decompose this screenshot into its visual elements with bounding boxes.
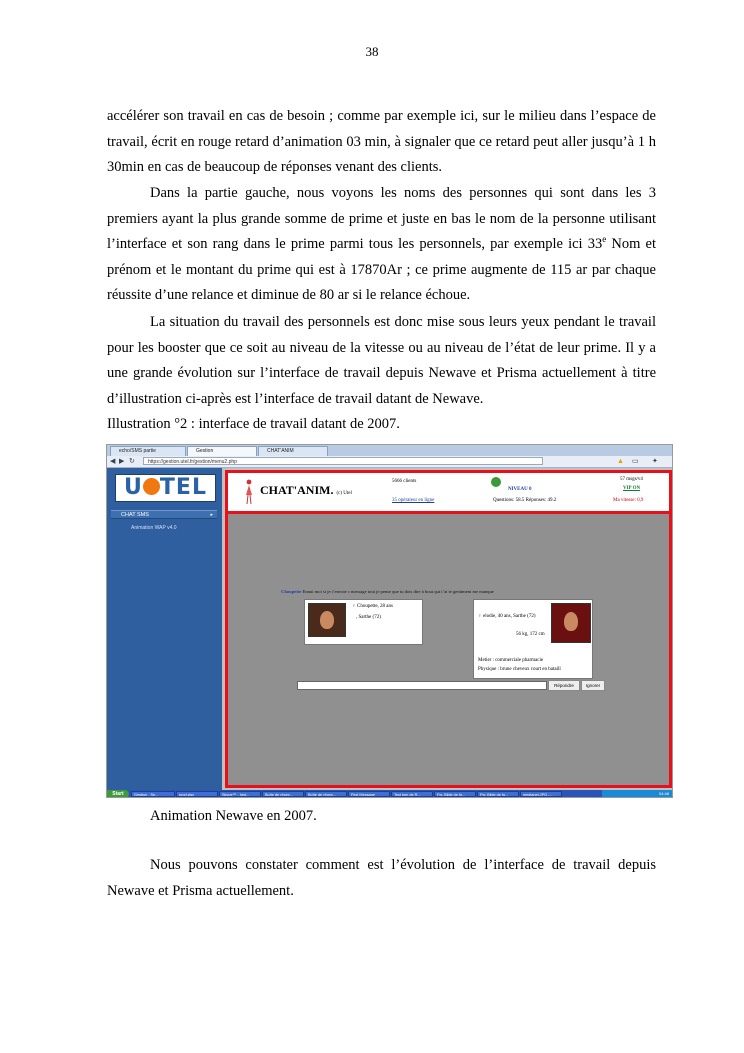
system-tray: 04:48 — [602, 790, 672, 798]
vitesse: Ma vitesse: 0,9 — [613, 498, 644, 503]
reload-icon: ↻ — [129, 458, 135, 465]
page-icon: ▭ — [632, 458, 639, 465]
female-icon: ♀ — [352, 604, 356, 609]
profile-left — [304, 599, 423, 645]
paragraph-2-text-end: Nom et prénom et le montant du prime qui est à 17870Ar ; ce prime augmente de 115 ar par chaque réussite d’une relance et diminue de 80 ar si le relance échoue. — [107, 236, 656, 303]
taskbar-item: medianet.JPG -... — [520, 791, 562, 797]
profile-right-line1: ♀ elodie, 40 ans, Sarthe (72) — [478, 614, 536, 619]
tools-icon: ✦ — [652, 458, 658, 465]
incoming-message: Choupette Ennui moi si je t’envoie c message tout je pense que tu dois dire à bout qui t’ai te gentiment me manque — [281, 589, 494, 594]
paragraph-3: La situation du travail des personnels est donc mise sous leurs yeux pendant le travail pour les booster que ce soit au niveau de la vitesse ou au niveau de l’état de leur prime. Il y a une grande évolution sur l’interface de travail depuis Newave et Prisma actuellement à titre d’illustration ci-après est l’interface de travail datant de Newave. — [107, 314, 656, 407]
browser-tab: echo/SMS partie — [110, 446, 186, 456]
forward-icon: ▶ — [119, 458, 125, 465]
figure-caption: Illustration °2 : interface de travail datant de 2007. — [107, 416, 400, 432]
msgs-count: 57 msgs/v4 — [620, 477, 643, 482]
paragraph-4: Nous pouvons constater comment est l’évolution de l’interface de travail depuis Newave et Prisma actuellement. — [107, 857, 656, 899]
paragraph-2 — [107, 181, 656, 309]
page-number: 38 — [365, 44, 379, 59]
profile-left-line1: ♀ Choupette, 28 ans — [352, 604, 393, 609]
taskbar-item: Gestion - Se... — [131, 791, 175, 797]
ignore-button: Ignorer — [581, 680, 605, 691]
web-content — [107, 468, 672, 790]
profile-left-line2: , Sarthe (72) — [356, 615, 381, 620]
avatar — [551, 603, 591, 643]
browser-tab-bar — [107, 445, 672, 456]
browser-tab-active: Gestion — [187, 446, 257, 456]
logo-circle-icon — [143, 478, 160, 495]
interface-screenshot — [106, 444, 673, 798]
profile-right-line3: Metier : commerciale pharmacie — [478, 658, 544, 663]
taskbar-item: Boîte de récep... — [262, 791, 304, 797]
vip-status: VIP ON — [623, 486, 641, 491]
start-button: Start — [107, 790, 129, 798]
chevron-right-icon: ▸ — [210, 512, 213, 518]
url-field: https://gestion.utel.fr/gestion/menu2.php — [143, 457, 543, 465]
reply-input — [297, 681, 547, 690]
back-icon: ◀ — [110, 458, 116, 465]
browser-tab: CHAT'ANIM — [258, 446, 328, 456]
taskbar-item: prod.xlsx — [176, 791, 218, 797]
menu-animation-wap: Animation WAP v4.0 — [131, 525, 177, 531]
taskbar-item: First Message — [348, 791, 390, 797]
clients-count: 5666 clients — [392, 479, 417, 484]
female-icon: ♀ — [478, 614, 482, 619]
paragraph-2-text: Dans la partie gauche, nous voyons les noms des personnes qui sont dans les 3 premiers ayant la plus grande somme de prime et juste en bas le nom de la personne utilisant l’interface et son rang dans le prime parmi tous les personnels, par exemple ici 33 — [107, 185, 656, 252]
utel-logo: U TEL — [115, 474, 216, 502]
superscript: e — [602, 234, 607, 245]
niveau: NIVEAU 0 — [508, 487, 532, 492]
menu-chat-sms: CHAT SMS ▸ — [111, 510, 217, 519]
globe-icon — [491, 477, 501, 487]
taskbar-item: Test tom de R... — [391, 791, 433, 797]
taskbar — [107, 790, 672, 798]
chat-header — [228, 473, 669, 514]
chat-frame — [225, 470, 672, 788]
paragraph-1: accélérer son travail en cas de besoin ; comme par exemple ici, sur le milieu dans l’espace de travail, écrit en rouge retard d’animation 03 min, à signaler que ce retard peut aller jusqu’à 1 h 30min en cas de beaucoup de réponses venant des clients. — [107, 108, 656, 175]
address-bar — [107, 456, 672, 468]
profile-right — [473, 599, 593, 679]
profile-right-line2: 56 kg, 172 cm — [516, 632, 545, 637]
taskbar-item: Fw: Bible de fo... — [434, 791, 476, 797]
reply-button: Répondre — [548, 680, 580, 691]
avatar — [308, 603, 346, 637]
operators-online: 35 opérateur en ligne — [392, 498, 435, 503]
left-panel — [107, 468, 222, 790]
taskbar-item: Boîte de récep... — [305, 791, 347, 797]
warning-icon: ▲ — [617, 458, 624, 465]
profile-right-line4: Physique : brune cheveux court en bataill — [478, 667, 561, 672]
taskbar-item: Fw: Bible de fo... — [477, 791, 519, 797]
chat-title: CHAT'ANIM. (c) Utel — [260, 483, 352, 497]
figure-subcaption: Animation Newave en 2007. — [150, 808, 317, 824]
woman-figure-icon — [244, 479, 254, 505]
questions-responses: Questions: 58.5 Réponses: 49.2 — [493, 498, 557, 503]
taskbar-item: Skype™ - hed... — [219, 791, 261, 797]
